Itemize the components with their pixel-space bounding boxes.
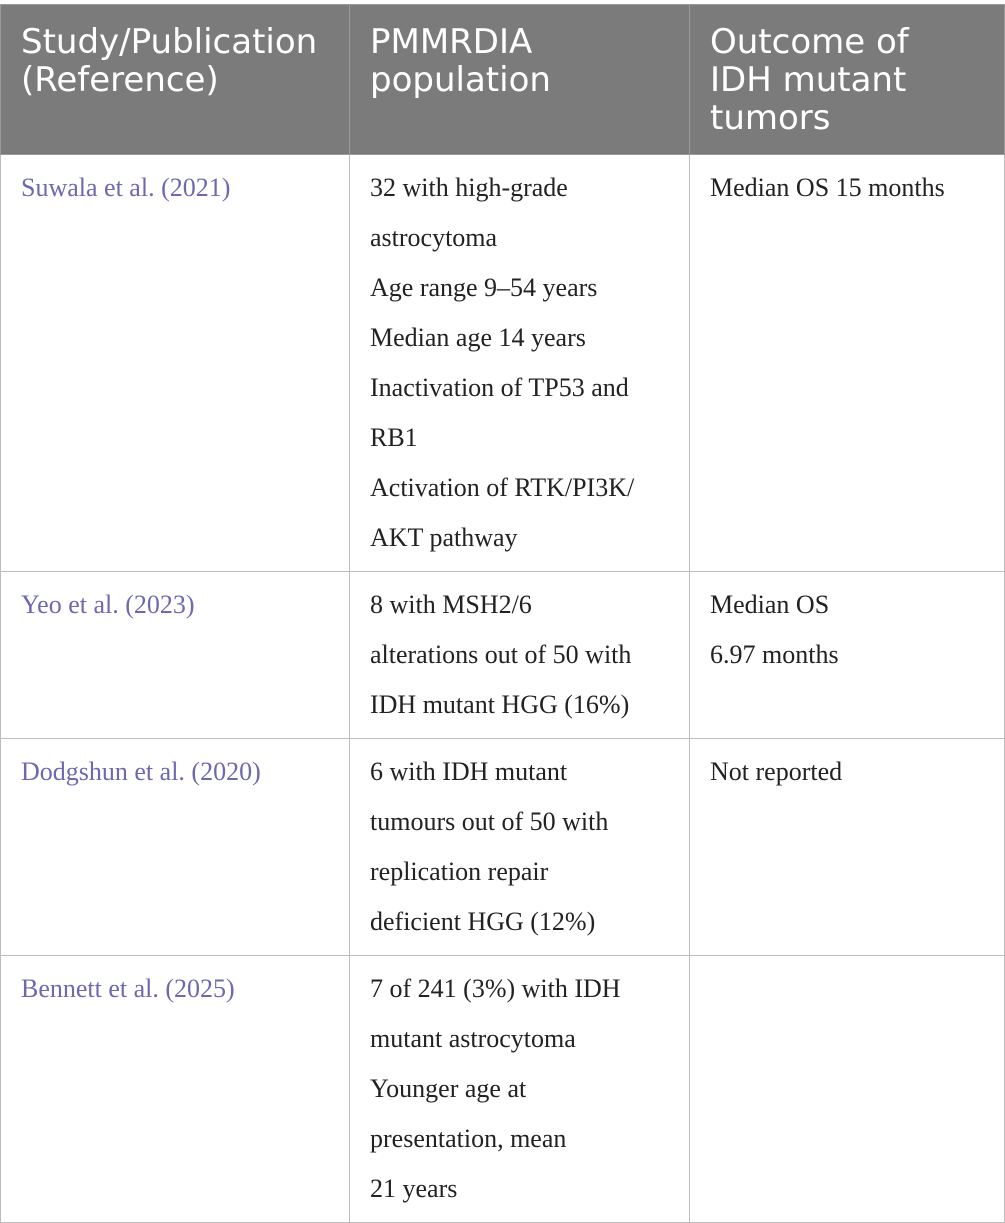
table-row xyxy=(1,155,1005,572)
population-line: 21 years xyxy=(370,1174,458,1203)
study-name[interactable]: Bennett et al. (2025) xyxy=(21,974,235,1003)
pmmrdia-idh-table xyxy=(0,4,1005,1223)
population-cell xyxy=(350,572,690,739)
population-line: mutant astrocytoma xyxy=(370,1024,576,1053)
study-reference-link[interactable] xyxy=(1,739,350,956)
population-cell xyxy=(350,956,690,1223)
population-line: Inactivation of TP53 and xyxy=(370,373,629,402)
population-line: 32 with high-grade xyxy=(370,173,568,202)
header-line: Outcome of xyxy=(710,22,909,62)
header-line: tumors xyxy=(710,98,831,138)
population-line: alterations out of 50 with xyxy=(370,640,632,669)
population-cell xyxy=(350,155,690,572)
study-name[interactable]: Yeo et al. (2023) xyxy=(21,590,195,619)
header-line: (Reference) xyxy=(21,60,219,100)
study-reference-link[interactable] xyxy=(1,956,350,1223)
header-population xyxy=(350,5,690,155)
header-line: PMMRDIA xyxy=(370,22,533,62)
population-line: replication repair xyxy=(370,857,549,886)
population-line: presentation, mean xyxy=(370,1124,567,1153)
outcome-cell xyxy=(690,956,1005,1223)
table-row xyxy=(1,739,1005,956)
outcome-cell xyxy=(690,572,1005,739)
population-line: 6 with IDH mutant xyxy=(370,757,568,786)
outcome-cell xyxy=(690,739,1005,956)
header-line: Study/Publication xyxy=(21,22,318,62)
population-cell xyxy=(350,739,690,956)
table-row xyxy=(1,572,1005,739)
outcome-line: Not reported xyxy=(710,757,843,786)
outcome-line: 6.97 months xyxy=(710,640,839,669)
study-name[interactable]: Dodgshun et al. (2020) xyxy=(21,757,261,786)
population-line: Median age 14 years xyxy=(370,323,586,352)
header-line: IDH mutant xyxy=(710,60,907,100)
table-header-row xyxy=(1,5,1005,155)
population-line: Activation of RTK/PI3K/ xyxy=(370,473,635,502)
table-row xyxy=(1,956,1005,1223)
population-line: AKT pathway xyxy=(370,523,518,552)
outcome-cell xyxy=(690,155,1005,572)
header-study xyxy=(1,5,350,155)
population-line: astrocytoma xyxy=(370,223,498,252)
population-line: 7 of 241 (3%) with IDH xyxy=(370,974,621,1003)
population-line: Younger age at xyxy=(370,1074,527,1103)
outcome-line: Median OS xyxy=(710,590,830,619)
population-line: deficient HGG (12%) xyxy=(370,907,596,936)
outcome-line: Median OS 15 months xyxy=(710,173,945,202)
study-reference-link[interactable] xyxy=(1,572,350,739)
study-name[interactable]: Suwala et al. (2021) xyxy=(21,173,231,202)
header-outcome xyxy=(690,5,1005,155)
population-line: IDH mutant HGG (16%) xyxy=(370,690,630,719)
population-line: Age range 9–54 years xyxy=(370,273,598,302)
study-reference-link[interactable] xyxy=(1,155,350,572)
population-line: RB1 xyxy=(370,423,418,452)
header-line: population xyxy=(370,60,551,100)
population-line: tumours out of 50 with xyxy=(370,807,609,836)
population-line: 8 with MSH2/6 xyxy=(370,590,532,619)
